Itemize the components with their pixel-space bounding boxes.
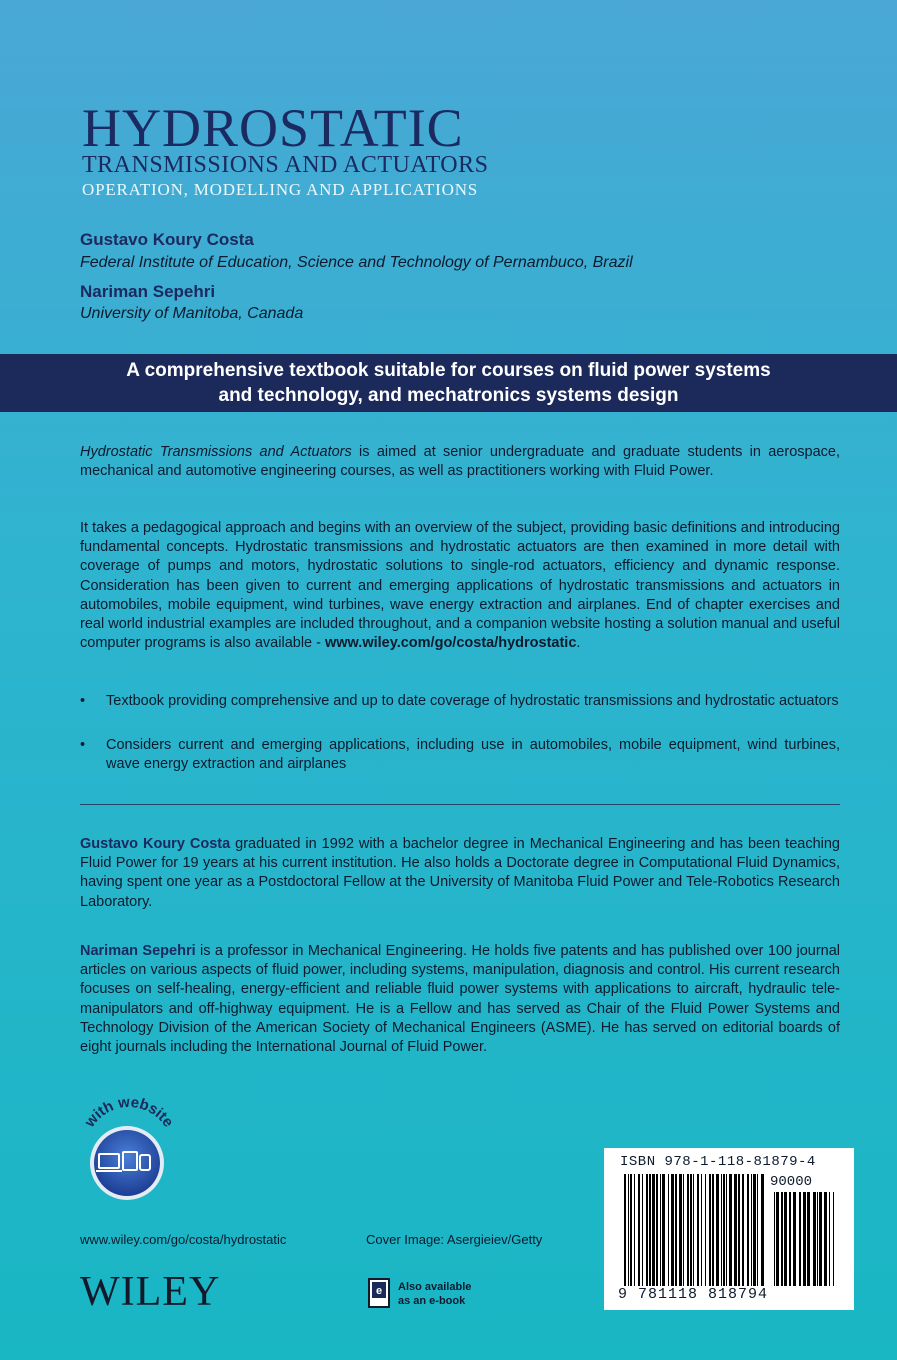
- bullet-item: [80, 692, 840, 711]
- author-1-affiliation: Federal Institute of Education, Science and Technology of Pernambuco, Brazil: [80, 254, 633, 271]
- isbn-label: ISBN 978-1-118-81879-4: [620, 1154, 816, 1170]
- bullet-marker: •: [80, 693, 86, 709]
- author-2-name: Nariman Sepehri: [80, 282, 216, 301]
- author-1-name: Gustavo Koury Costa: [80, 230, 254, 249]
- tagline-banner: [0, 354, 897, 412]
- isbn-digits: 9 781118 818794: [618, 1286, 769, 1303]
- bullet-marker: •: [80, 737, 86, 753]
- book-title: HYDROSTATIC: [82, 98, 464, 158]
- wiley-logo: WILEY: [80, 1269, 221, 1315]
- barcode-bars: [624, 1174, 764, 1286]
- book-subtitle-secondary: OPERATION, MODELLING AND APPLICATIONS: [82, 180, 479, 199]
- description-text: It takes a pedagogical approach and begins with an overview of the subject, providing basic definitions and introducing fundamental concepts. Hydrostatic transmissions and hydrostatic actuators are then examined in more detail with coverage of pumps and motors, hydrostatic solutions to single-rod actuators, efficiency and dynamic response. Consideration has been given to current and emerging applications of hydrostatic transmissions and actuators in automobiles, mobile equipment, wind turbines, wave energy extraction and airplanes. End of chapter exercises and real world industrial examples are included throughout, and a companion website hosting a solution manual and useful computer programs is also available -: [80, 520, 840, 652]
- bullet-item: [80, 736, 840, 774]
- tagline-line-1: A comprehensive textbook suitable for courses on fluid power systems: [126, 360, 771, 381]
- description-text: is aimed at senior undergraduate and graduate students in aerospace, mechanical and automotive engineering courses, as well as practitioners working with Fluid Power.: [80, 444, 840, 480]
- description-period: .: [576, 635, 581, 652]
- badge-label: with website: [81, 1098, 177, 1131]
- website-badge: [74, 1098, 184, 1208]
- bio-text: is a professor in Mechanical Engineering. He holds five patents and has published over 100 journal articles on various aspects of fluid power, including systems, manipulation, diagnosis and control. His current research focuses on self-healing, energy-efficient and reliable fluid power systems with applications to aircraft, hydraulic tele-manipulators and off-highway equipment. He is a Fellow and has served as Chair of the Fluid Power Systems and Technology Division of the American Society of Mechanical Engineers (ASME). He has served on editorial boards of eight journals including the International Journal of Fluid Power.: [80, 943, 840, 1056]
- author-2-affiliation: University of Manitoba, Canada: [80, 305, 304, 322]
- footer-url[interactable]: www.wiley.com/go/costa/hydrostatic: [80, 1232, 287, 1247]
- description-paragraph-2: [80, 519, 840, 653]
- bio-text: graduated in 1992 with a bachelor degree in Mechanical Engineering and has been teaching Fluid Power for 19 years at his current institution. He also holds a Doctorate degree in Computational Fluid Dynamics, having spent one year as a Postdoctoral Fellow at the University of Manitoba Fluid Power and Tele-Robotics Research Laboratory.: [80, 836, 840, 910]
- price-code: 90000: [770, 1174, 813, 1190]
- author-bio-1: [80, 835, 840, 912]
- ebook-availability: [398, 1280, 471, 1308]
- cover-image-credit: Cover Image: Asergieiev/Getty: [366, 1232, 543, 1247]
- bullet-text: Considers current and emerging applications, including use in automobiles, mobile equipment, wind turbines, wave energy extraction and airplanes: [106, 737, 840, 773]
- description-book-title: Hydrostatic Transmissions and Actuators: [80, 444, 352, 460]
- ebook-line-1: Also available: [398, 1281, 472, 1293]
- isbn-barcode: [604, 1148, 854, 1310]
- bullet-text: Textbook providing comprehensive and up to date coverage of hydrostatic transmissions and hydrostatic actuators: [106, 693, 839, 709]
- bio-author-name: Nariman Sepehri: [80, 943, 196, 959]
- tagline-line-2: and technology, and mechatronics systems design: [218, 385, 679, 406]
- description-paragraph-1: [80, 443, 840, 481]
- bio-author-name: Gustavo Koury Costa: [80, 836, 231, 852]
- section-divider: [80, 804, 840, 805]
- companion-website-link[interactable]: www.wiley.com/go/costa/hydrostatic: [325, 635, 577, 652]
- svg-text:e: e: [375, 1285, 383, 1297]
- ebook-icon: [368, 1278, 390, 1308]
- author-bio-2: [80, 942, 840, 1057]
- supplement-barcode-bars: [774, 1192, 838, 1286]
- ebook-line-2: as an e-book: [398, 1295, 466, 1307]
- book-subtitle: TRANSMISSIONS AND ACTUATORS: [82, 152, 489, 178]
